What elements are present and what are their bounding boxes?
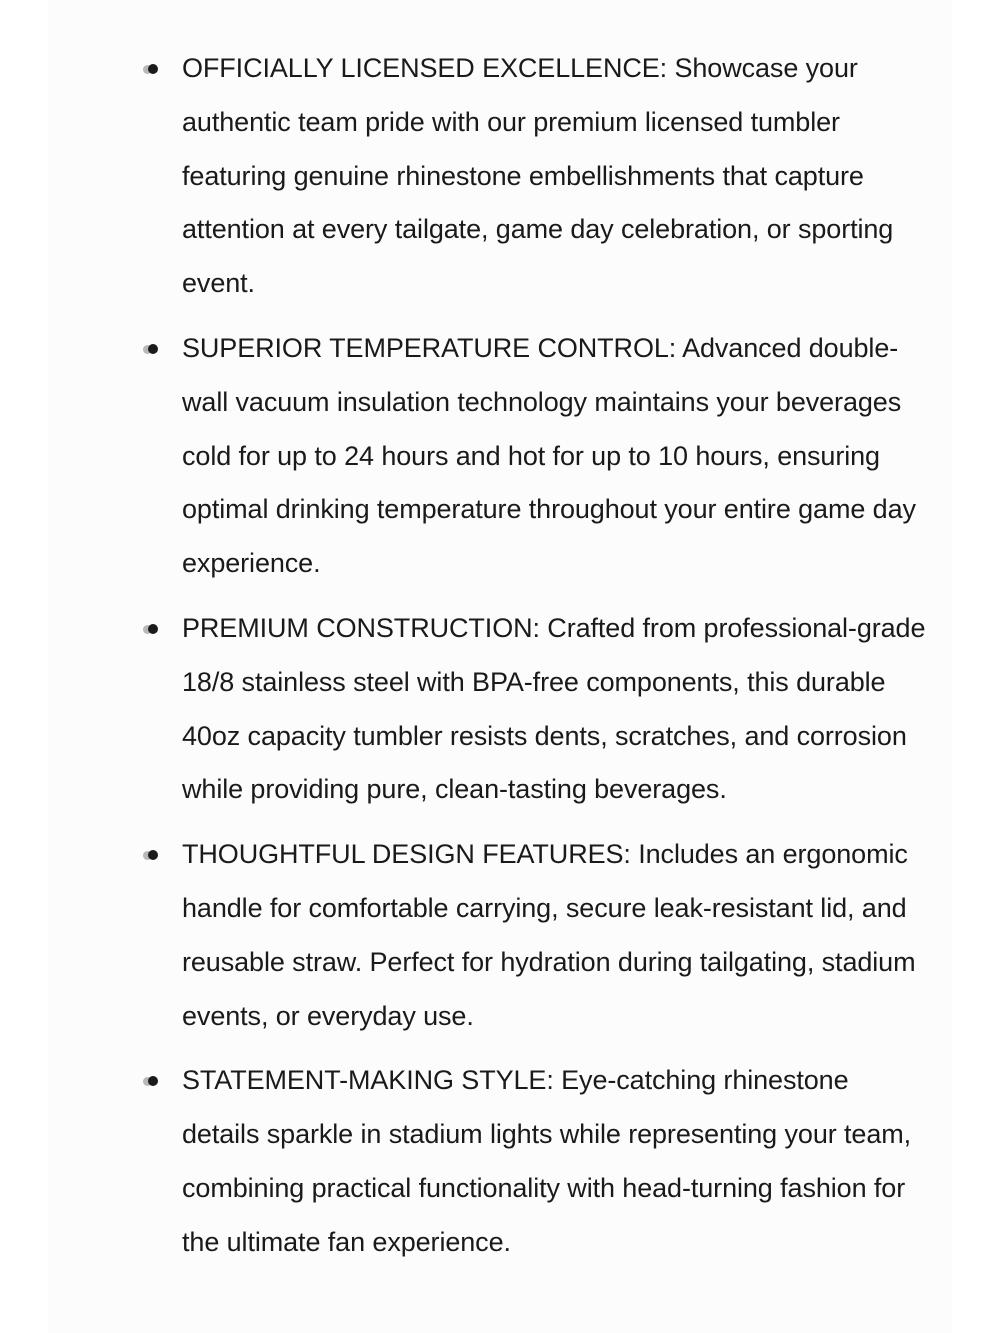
bullet-icon: [143, 1076, 159, 1086]
feature-item: [0, 1054, 1000, 1269]
feature-text: SUPERIOR TEMPERATURE CONTROL: Advanced double-wall vacuum insulation technology maintains your beverages cold for up to 24 hours and hot for up to 10 hours, ensuring optimal drinking temperature throughout your entire game day experience.: [182, 332, 916, 579]
feature-item: [0, 0, 1000, 311]
feature-text: OFFICIALLY LICENSED EXCELLENCE: Showcase your authentic team pride with our premium licensed tumbler featuring genuine rhinestone embellishments that capture attention at every tailgate, game day celebration, or sporting event.: [182, 53, 894, 299]
feature-text: PREMIUM CONSTRUCTION: Crafted from professional-grade 18/8 stainless steel with BPA-free components, this durable 40oz capacity tumbler resists dents, scratches, and corrosion while providing pure, clean-tasting beverages.: [182, 612, 926, 805]
feature-item: [0, 602, 1000, 817]
bullet-icon: [143, 64, 159, 74]
feature-item: [0, 322, 1000, 591]
feature-text: STATEMENT-MAKING STYLE: Eye-catching rhinestone details sparkle in stadium lights while representing your team, combining practical functionality with head-turning fashion for the ultimate fan experience.: [182, 1065, 912, 1257]
bullet-icon: [143, 624, 159, 634]
bullet-icon: [143, 344, 159, 354]
feature-text: THOUGHTFUL DESIGN FEATURES: Includes an ergonomic handle for comfortable carrying, secure leak-resistant lid, and reusable straw. Perfect for hydration during tailgating, stadium events, or everyday use.: [182, 839, 916, 1031]
feature-item: [0, 828, 1000, 1043]
bullet-icon: [143, 850, 159, 860]
